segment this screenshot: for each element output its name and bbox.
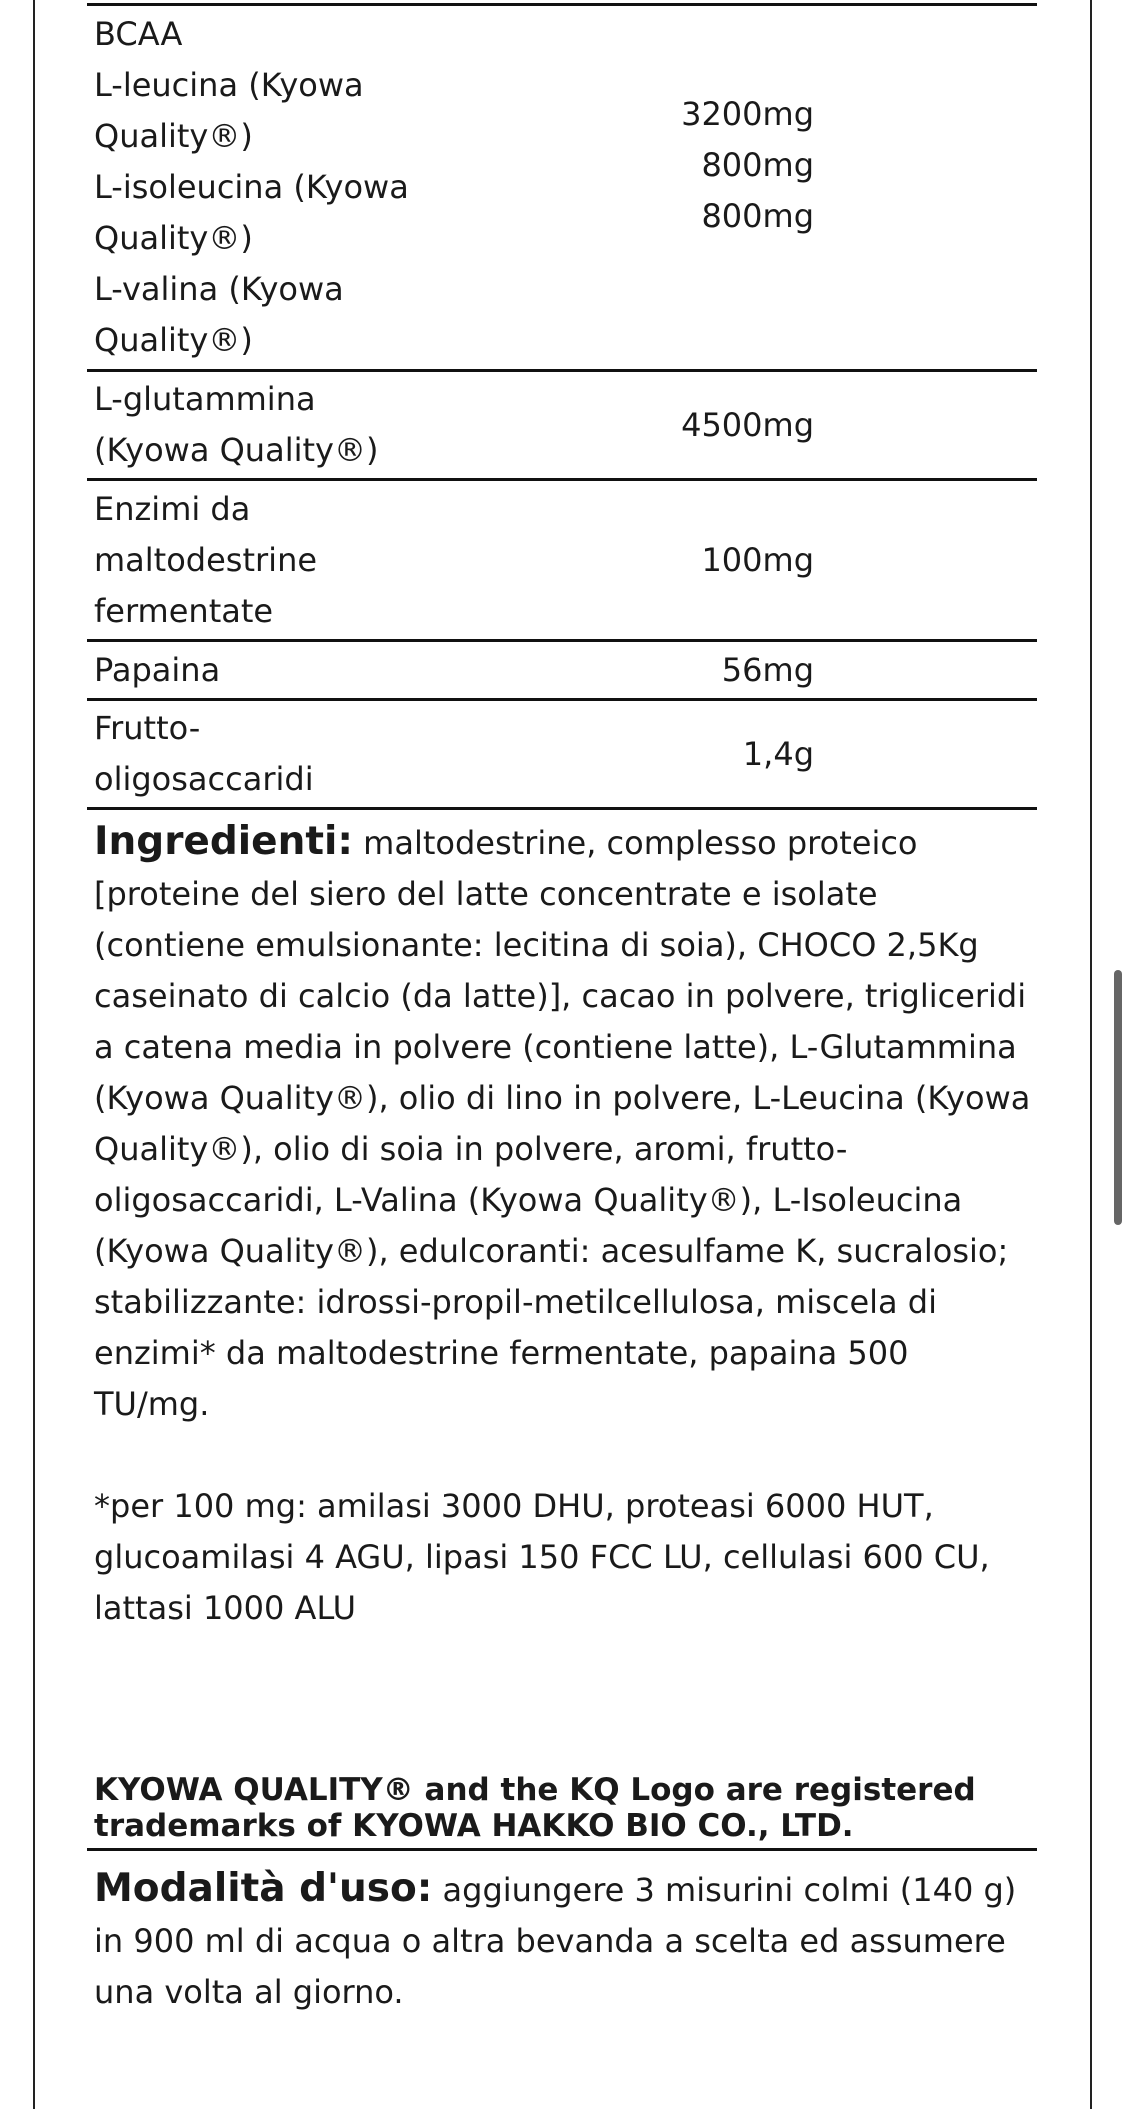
- table-row-fos: [87, 701, 1037, 807]
- table-row-bcaa: [87, 6, 1037, 369]
- row-amount: 4500mg: [681, 405, 814, 444]
- row-amount: 100mg: [701, 540, 814, 579]
- right-border: [1090, 0, 1092, 2109]
- ingredients-label: Ingredienti:: [94, 819, 353, 864]
- row-amount: 3200mg 800mg 800mg: [681, 95, 814, 235]
- row-name: Frutto- oligosaccaridi: [94, 709, 314, 798]
- usage-paragraph: [87, 1863, 1037, 2018]
- table-row-glutammina: [87, 372, 1037, 478]
- row-amount: 1,4g: [742, 734, 814, 773]
- enzyme-note: *per 100 mg: amilasi 3000 DHU, proteasi 6000 HUT, glucoamilasi 4 AGU, lipasi 150 FCC LU, cellulasi 600 CU, lattasi 1000 ALU: [94, 1487, 990, 1627]
- usage-text: aggiungere 3 misurini colmi (140 g) in 900 ml di acqua o altra bevanda a scelta ed assumere una volta al giorno.: [94, 1871, 1017, 2011]
- row-name: BCAA L-leucina (Kyowa Quality®) L-isoleucina (Kyowa Quality®) L-valina (Kyowa Quality®): [94, 15, 409, 359]
- row-name: Enzimi da maltodestrine fermentate: [94, 489, 318, 630]
- table-row-papaina: [87, 642, 1037, 698]
- scrollbar-thumb[interactable]: [1114, 970, 1122, 1225]
- row-amount: 56mg: [721, 650, 814, 689]
- row-name: L-glutammina (Kyowa Quality®): [94, 380, 379, 469]
- product-info: [87, 0, 1037, 2018]
- section-divider: [87, 1848, 1037, 1851]
- left-border: [33, 0, 35, 2109]
- row-name: Papaina: [94, 650, 221, 689]
- ingredients-paragraph: [87, 816, 1037, 1430]
- ingredients-text: maltodestrine, complesso proteico [proteine del siero del latte concentrate e isolate (contiene emulsionante: lecitina di soia), CHOCO 2,5Kg caseinato di calcio (da latte)], cacao in polvere, trigliceridi a catena media in polvere (contiene latte), L-Glutammina (Kyowa Quality®), olio di lino in polvere, L-Leucina (Kyowa Quality®), olio di soia in polvere, aromi, frutto-oligosaccaridi, L-Valina (Kyowa Quality®), L-Isoleucina (Kyowa Quality®), edulcoranti: acesulfame K, sucralosio; stabilizzante: idrossi-propil-metilcellulosa, miscela di enzimi* da maltodestrine fermentate, papaina 500 TU/mg.: [94, 824, 1031, 1423]
- scrollbar[interactable]: [1111, 0, 1125, 2109]
- trademark-notice: KYOWA QUALITY® and the KQ Logo are registered trademarks of KYOWA HAKKO BIO CO., LTD.: [94, 1772, 976, 1844]
- table-divider: [87, 807, 1037, 810]
- table-row-enzimi: [87, 481, 1037, 639]
- usage-label: Modalità d'uso:: [94, 1866, 433, 1911]
